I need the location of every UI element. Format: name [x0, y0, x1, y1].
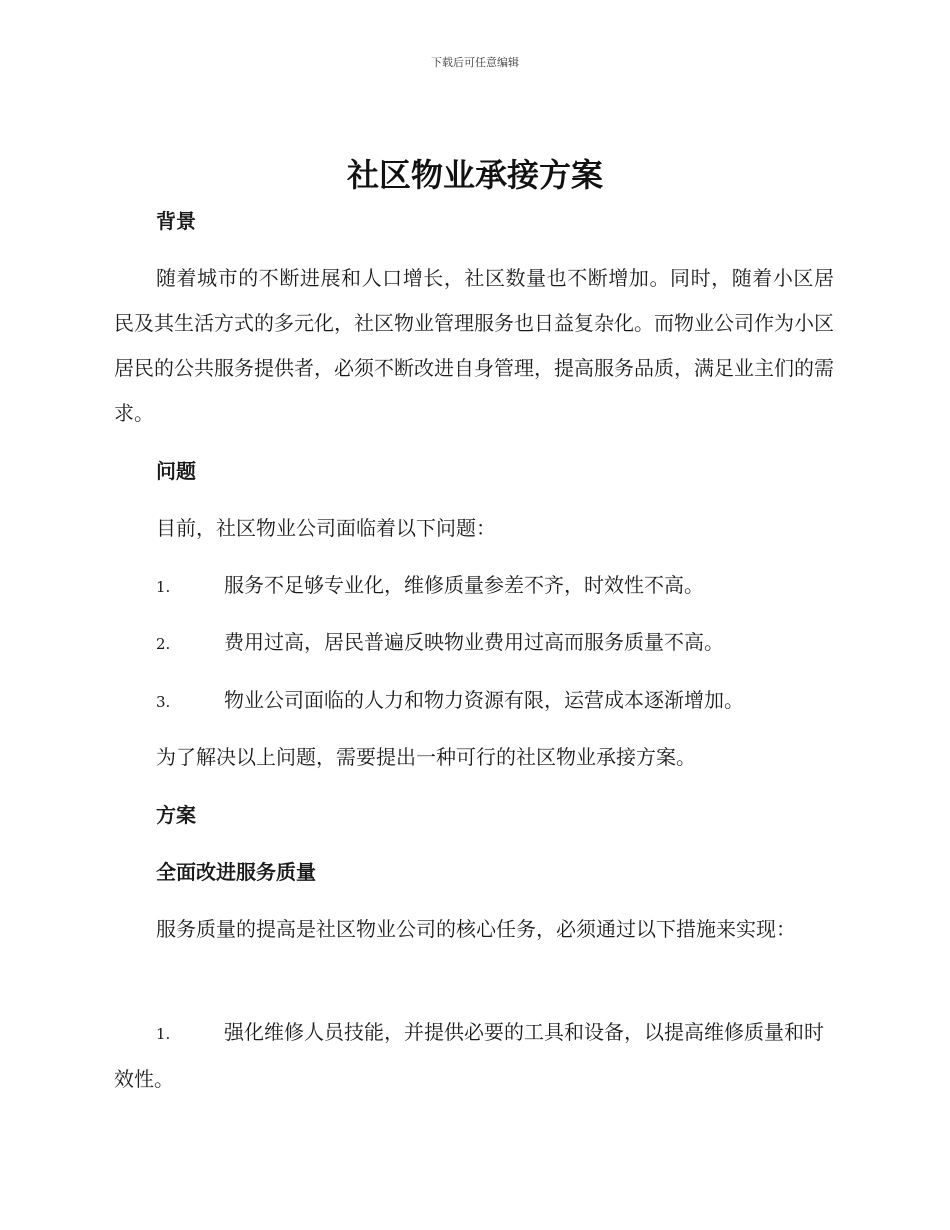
list-number: 1.	[156, 1025, 171, 1043]
section-heading-problem: 问题	[156, 459, 196, 483]
problem-intro: 目前，社区物业公司面临着以下问题：	[156, 516, 496, 540]
list-item	[156, 563, 836, 610]
list-item	[114, 1010, 834, 1102]
list-text: 物业公司面临的人力和物力资源有限，运营成本逐渐增加。	[224, 688, 744, 712]
list-number: 2.	[156, 635, 171, 653]
section-heading-background: 背景	[156, 209, 196, 233]
subsection-heading-quality: 全面改进服务质量	[156, 860, 316, 884]
quality-paragraph: 服务质量的提高是社区物业公司的核心任务，必须通过以下措施来实现：	[156, 917, 796, 941]
list-item	[156, 620, 836, 667]
document-title: 社区物业承接方案	[346, 156, 603, 194]
header-note: 下载后可任意编辑	[431, 56, 519, 69]
list-item	[156, 678, 836, 725]
background-paragraph: 随着城市的不断进展和人口增长，社区数量也不断增加。同时，随着小区居民及其生活方式的多元化，社区物业管理服务也日益复杂化。而物业公司作为小区居民的公共服务提供者，必须不断改进自身管理，提高服务品质，满足业主们的需求。	[114, 266, 834, 425]
list-text: 费用过高，居民普遍反映物业费用过高而服务质量不高。	[224, 630, 724, 654]
list-number: 3.	[156, 693, 171, 711]
problem-conclusion: 为了解决以上问题，需要提出一种可行的社区物业承接方案。	[156, 745, 696, 769]
section-heading-plan: 方案	[156, 803, 196, 827]
list-text: 强化维修人员技能，并提供必要的工具和设备，以提高维修质量和时效性。	[114, 1020, 824, 1091]
list-number: 1.	[156, 578, 171, 596]
list-text: 服务不足够专业化，维修质量参差不齐，时效性不高。	[224, 573, 704, 597]
